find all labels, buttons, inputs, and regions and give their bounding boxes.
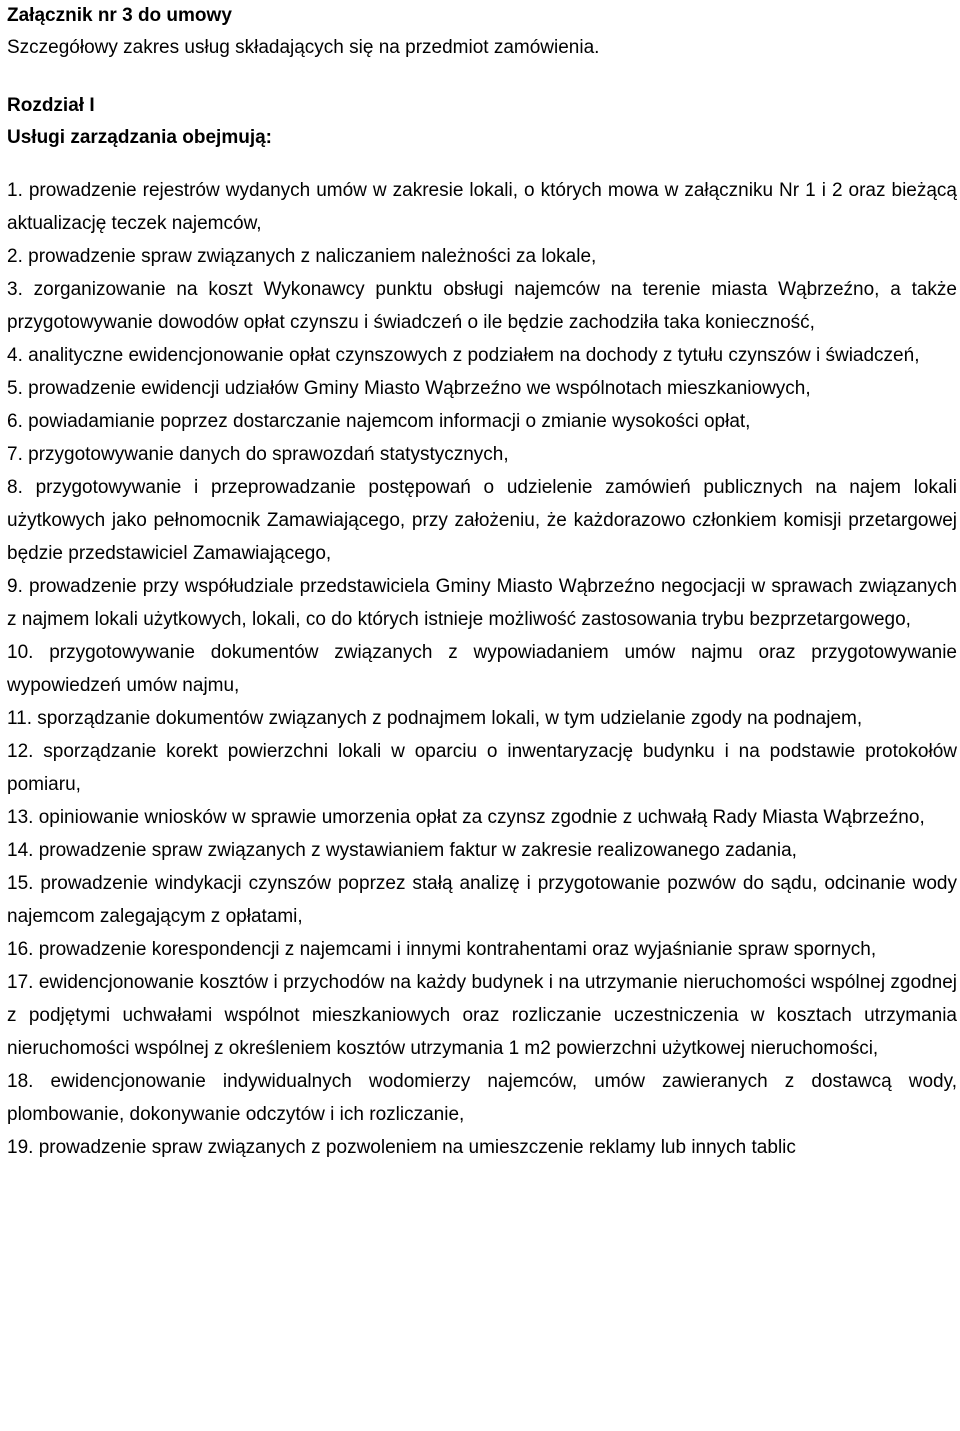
list-item: 17. ewidencjonowanie kosztów i przychodów na każdy budynek i na utrzymanie nieruchomości wspólnej zgodnej z podjętymi uchwałami wspólnot mieszkaniowych oraz rozliczanie uczestniczenia w kosztach utrzymania nieruchomości wspólnej z określeniem kosztów utrzymania 1 m2 powierzchni użytkowej nieruchomości, — [7, 972, 957, 1059]
list-item: 8. przygotowywanie i przeprowadzanie postępowań o udzielenie zamówień publicznych na najem lokali użytkowych jako pełnomocnik Zamawiającego, przy założeniu, że każdorazowo członkiem komisji przetargowej będzie przedstawiciel Zamawiającego, — [7, 477, 957, 564]
spacer — [7, 64, 957, 90]
list-item: 3. zorganizowanie na koszt Wykonawcy punktu obsługi najemców na terenie miasta Wąbrzeźno, a także przygotowywanie dowodów opłat czynszu i świadczeń o ile będzie zachodziła taka konieczność, — [7, 279, 957, 333]
spacer — [7, 154, 957, 174]
list-item: 14. prowadzenie spraw związanych z wystawianiem faktur w zakresie realizowanego zadania, — [7, 840, 797, 861]
list-item: 10. przygotowywanie dokumentów związanych z wypowiadaniem umów najmu oraz przygotowywanie wypowiedzeń umów najmu, — [7, 642, 957, 696]
list-item: 1. prowadzenie rejestrów wydanych umów w zakresie lokali, o których mowa w załączniku Nr 1 i 2 oraz bieżącą aktualizację teczek najemców, — [7, 180, 957, 234]
list-item: 9. prowadzenie przy współudziale przedstawiciela Gminy Miasto Wąbrzeźno negocjacji w sprawach związanych z najmem lokali użytkowych, lokali, co do których istnieje możliwość zastosowania trybu bezprzetargowego, — [7, 576, 957, 630]
list-item: 11. sporządzanie dokumentów związanych z podnajmem lokali, w tym udzielanie zgody na podnajem, — [7, 708, 863, 729]
list-item: 4. analityczne ewidencjonowanie opłat czynszowych z podziałem na dochody z tytułu czynszów i świadczeń, — [7, 345, 920, 366]
list-item: 19. prowadzenie spraw związanych z pozwoleniem na umieszczenie reklamy lub innych tablic — [7, 1137, 796, 1158]
annex-title: Załącznik nr 3 do umowy — [7, 5, 232, 26]
annex-subtitle: Szczegółowy zakres usług składających się na przedmiot zamówienia. — [7, 37, 600, 58]
chapter-number: Rozdział I — [7, 95, 95, 116]
list-item: 2. prowadzenie spraw związanych z naliczaniem należności za lokale, — [7, 246, 597, 267]
list-item: 13. opiniowanie wniosków w sprawie umorzenia opłat za czynsz zgodnie z uchwałą Rady Miasta Wąbrzeźno, — [7, 807, 925, 828]
list-item: 16. prowadzenie korespondencji z najemcami i innymi kontrahentami oraz wyjaśnianie spraw spornych, — [7, 939, 877, 960]
list-item: 5. prowadzenie ewidencji udziałów Gminy Miasto Wąbrzeźno we wspólnotach mieszkaniowych, — [7, 378, 811, 399]
list-item: 12. sporządzanie korekt powierzchni lokali w oparciu o inwentaryzację budynku i na podstawie protokołów pomiaru, — [7, 741, 957, 795]
list-item: 7. przygotowywanie danych do sprawozdań statystycznych, — [7, 444, 509, 465]
services-list — [7, 174, 957, 1164]
list-item: 18. ewidencjonowanie indywidualnych wodomierzy najemców, umów zawieranych z dostawcą wody, plombowanie, dokonywanie odczytów i ich rozliczanie, — [7, 1071, 957, 1125]
document-page — [7, 0, 957, 1164]
chapter-title: Usługi zarządzania obejmują: — [7, 127, 272, 148]
list-item: 15. prowadzenie windykacji czynszów poprzez stałą analizę i przygotowanie pozwów do sądu, odcinanie wody najemcom zalegającym z opłatami, — [7, 873, 957, 927]
list-item: 6. powiadamianie poprzez dostarczanie najemcom informacji o zmianie wysokości opłat, — [7, 411, 751, 432]
